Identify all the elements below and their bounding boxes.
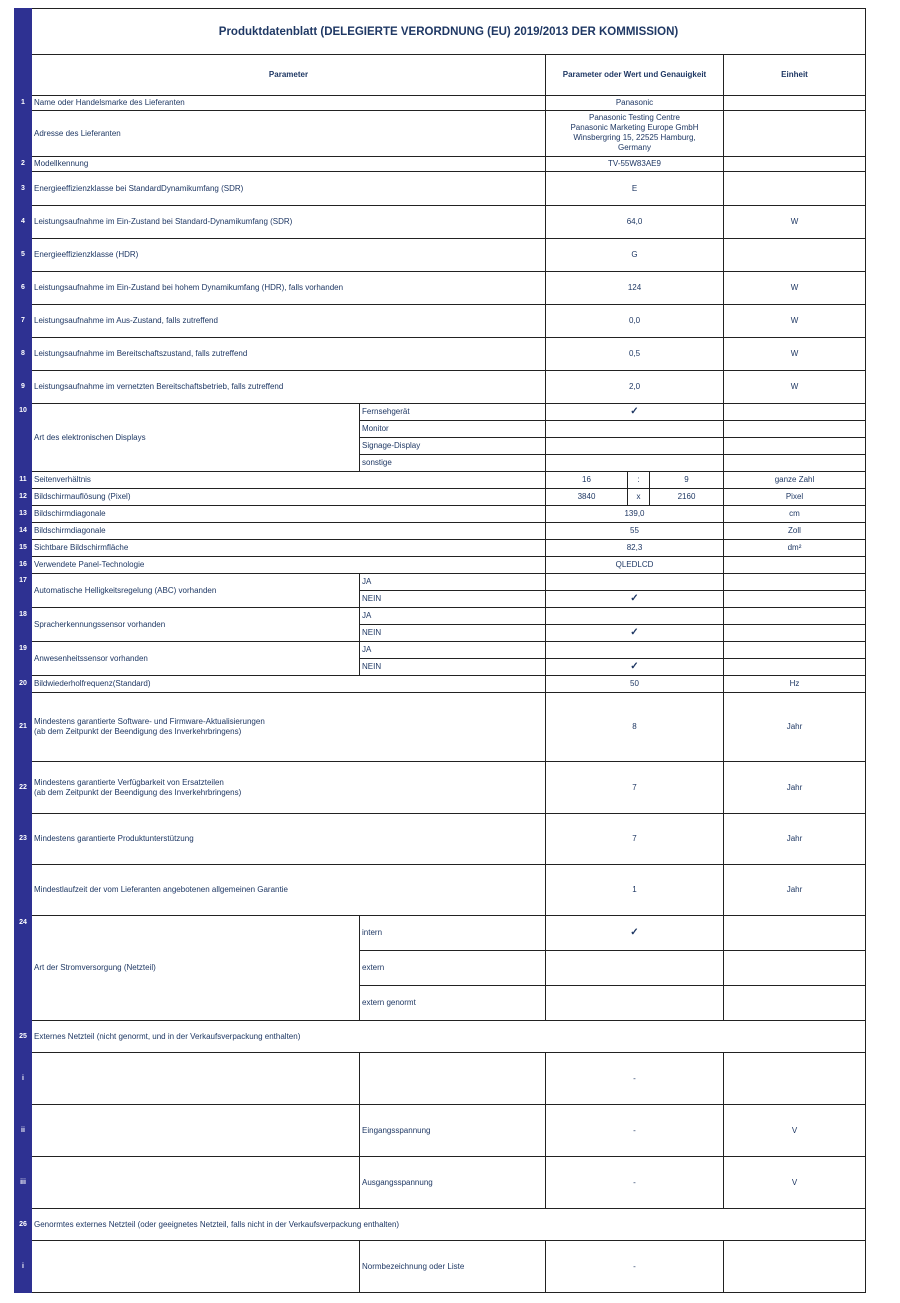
table-row: 2 Modellkennung TV-55W83AE9 — [15, 157, 866, 172]
table-row: NEIN ✓ — [15, 591, 866, 608]
check-icon: ✓ — [546, 916, 724, 951]
table-row: NEIN ✓ — [15, 659, 866, 676]
table-row: 12 Bildschirmauflösung (Pixel) 3840 x 2160 Pixel — [15, 489, 866, 506]
table-row: 8 Leistungsaufnahme im Bereitschaftszustand, falls zutreffend 0,5 W — [15, 338, 866, 371]
table-row: 10 Art des elektronischen Displays Fernsehgerät ✓ — [15, 404, 866, 421]
check-icon: ✓ — [546, 591, 724, 608]
table-row: 11 Seitenverhältnis 16 : 9 ganze Zahl — [15, 472, 866, 489]
table-row: 1 Name oder Handelsmarke des Lieferanten Panasonic — [15, 96, 866, 111]
table-row: extern — [15, 951, 866, 986]
table-row: NEIN ✓ — [15, 625, 866, 642]
page-title: Produktdatenblatt (DELEGIERTE VERORDNUNG (EU) 2019/2013 DER KOMMISSION) — [32, 9, 866, 55]
table-row: 13 Bildschirmdiagonale 139,0 cm — [15, 506, 866, 523]
model-id: TV-55W83AE9 — [546, 157, 724, 172]
header-value: Parameter oder Wert und Genauigkeit — [546, 55, 724, 96]
supplier-address: Panasonic Testing Centre Panasonic Marketing Europe GmbH Winsbergring 15, 22525 Hamburg, Germany — [546, 111, 724, 157]
table-row: 4 Leistungsaufnahme im Ein-Zustand bei Standard-Dynamikumfang (SDR) 64,0 W — [15, 206, 866, 239]
table-row: 17 Automatische Helligkeitsregelung (ABC) vorhanden JA — [15, 574, 866, 591]
table-row: 14 Bildschirmdiagonale 55 Zoll — [15, 523, 866, 540]
table-row: Monitor — [15, 421, 866, 438]
table-row: 3 Energieeffizienzklasse bei StandardDynamikumfang (SDR) E — [15, 172, 866, 206]
check-icon: ✓ — [546, 625, 724, 642]
table-row: 24 Art der Stromversorgung (Netzteil) intern ✓ — [15, 916, 866, 951]
table-row: Mindestlaufzeit der vom Lieferanten angebotenen allgemeinen Garantie 1 Jahr — [15, 865, 866, 916]
table-row: 5 Energieeffizienzklasse (HDR) G — [15, 239, 866, 272]
table-row: ii Eingangsspannung - V — [15, 1105, 866, 1157]
check-icon: ✓ — [546, 659, 724, 676]
table-row: extern genormt — [15, 986, 866, 1021]
header-parameter: Parameter — [32, 55, 546, 96]
table-row: 22 Mindestens garantierte Verfügbarkeit von Ersatzteilen (ab dem Zeitpunkt der Beendigung des Inverkehrbringens) 7 Jahr — [15, 762, 866, 814]
header-row — [15, 55, 866, 96]
table-row: 7 Leistungsaufnahme im Aus-Zustand, falls zutreffend 0,0 W — [15, 305, 866, 338]
table-row: Adresse des Lieferanten Panasonic Testing Centre Panasonic Marketing Europe GmbH Winsbergring 15, 22525 Hamburg, Germany — [15, 111, 866, 157]
table-row: sonstige — [15, 455, 866, 472]
data-sheet-table — [14, 8, 866, 1293]
table-row: iii Ausgangsspannung - V — [15, 1157, 866, 1209]
table-row: 15 Sichtbare Bildschirmfläche 82,3 dm² — [15, 540, 866, 557]
table-row: i Normbezeichnung oder Liste - — [15, 1241, 866, 1293]
table-row: 20 Bildwiederholfrequenz(Standard) 50 Hz — [15, 676, 866, 693]
table-row: Signage-Display — [15, 438, 866, 455]
table-row: 18 Spracherkennungssensor vorhanden JA — [15, 608, 866, 625]
title-row — [15, 9, 866, 55]
table-row: 25 Externes Netzteil (nicht genormt, und in der Verkaufsverpackung enthalten) — [15, 1021, 866, 1053]
table-row: i - — [15, 1053, 866, 1105]
title-row-marker — [15, 9, 32, 55]
table-row: 16 Verwendete Panel-Technologie QLEDLCD — [15, 557, 866, 574]
table-row: 26 Genormtes externes Netzteil (oder geeignetes Netzteil, falls nicht in der Verkaufsverpackung enthalten) — [15, 1209, 866, 1241]
header-unit: Einheit — [724, 55, 866, 96]
check-icon: ✓ — [546, 404, 724, 421]
table-row: 21 Mindestens garantierte Software- und Firmware-Aktualisierungen (ab dem Zeitpunkt der Beendigung des Inverkehrbringens) 8 Jahr — [15, 693, 866, 762]
table-row: 6 Leistungsaufnahme im Ein-Zustand bei hohem Dynamikumfang (HDR), falls vorhanden 124 W — [15, 272, 866, 305]
product-data-sheet — [14, 8, 865, 1293]
table-row: 23 Mindestens garantierte Produktunterstützung 7 Jahr — [15, 814, 866, 865]
table-row: 9 Leistungsaufnahme im vernetzten Bereitschaftsbetrieb, falls zutreffend 2,0 W — [15, 371, 866, 404]
table-row: 19 Anwesenheitssensor vorhanden JA — [15, 642, 866, 659]
